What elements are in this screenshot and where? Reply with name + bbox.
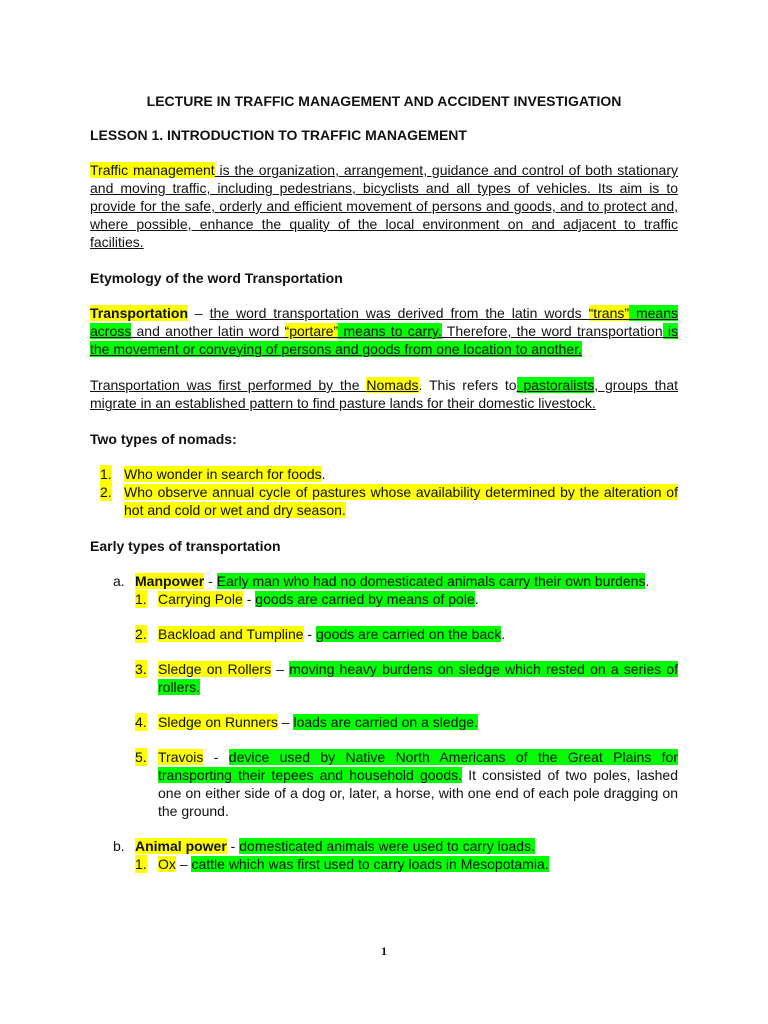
early-types-heading: Early types of transportation xyxy=(90,538,281,554)
item-sep: – xyxy=(277,714,294,730)
portare-meaning: means to carry. xyxy=(338,323,442,339)
etymology-heading: Etymology of the word Transportation xyxy=(90,270,343,286)
list-item xyxy=(135,748,679,820)
transportation-definition: is the movement or conveying of persons and goods from one location to another. xyxy=(90,323,679,357)
item-trail: It consisted of two poles, lashed one on either side of a dog or, later, a horse, with one end of each pole dragging on the ground. xyxy=(158,767,679,819)
etymology-text-2: and another latin word xyxy=(131,323,285,339)
intro-paragraph xyxy=(90,161,678,251)
item-description: moving heavy burdens on sledge which rested on a series of rollers. xyxy=(158,661,678,695)
item-sep: - xyxy=(242,591,256,607)
item-term: Sledge on Runners xyxy=(158,714,278,730)
page-number: 1 xyxy=(381,944,387,958)
word-trans: “trans” xyxy=(588,305,630,321)
word-portare: “portare” xyxy=(284,323,339,339)
nomad-types-heading: Two types of nomads: xyxy=(90,431,237,447)
item-term: Backload and Tumpline xyxy=(158,626,304,642)
list-item xyxy=(100,465,678,483)
nomads-paragraph xyxy=(90,376,678,412)
term-traffic-management: Traffic management xyxy=(90,162,215,178)
nomads-text-3: , groups that migrate in an established pattern to find pasture lands for their domestic livestock. xyxy=(90,377,679,411)
item-description: cattle which was first used to carry loads in Mesopotamia. xyxy=(191,856,549,872)
item-trail: . xyxy=(474,591,479,607)
early-type-manpower xyxy=(113,572,679,820)
early-types-list xyxy=(90,572,678,873)
item-sep: - xyxy=(203,749,229,765)
etymology-dash: – xyxy=(188,305,210,321)
nomads-text-2: . This refers to xyxy=(418,377,517,393)
list-marker: 1. xyxy=(135,591,147,607)
term-nomads: Nomads xyxy=(366,377,419,393)
list-marker: 2. xyxy=(135,626,147,642)
nomad-types-list xyxy=(90,465,678,519)
page-content xyxy=(90,92,678,890)
list-item-trail: . xyxy=(321,466,326,482)
item-sep: - xyxy=(303,626,316,642)
document-title: LECTURE IN TRAFFIC MANAGEMENT AND ACCIDENT INVESTIGATION xyxy=(146,93,622,109)
list-marker: 2. xyxy=(100,484,112,500)
item-description: goods are carried on the back xyxy=(316,626,502,642)
list-item xyxy=(135,713,678,731)
list-item xyxy=(135,855,678,873)
animal-power-sublist xyxy=(135,855,678,873)
list-marker: a. xyxy=(113,573,125,589)
early-type-animal-power xyxy=(113,837,678,873)
item-description: goods are carried by means of pole xyxy=(255,591,475,607)
animal-dash: - xyxy=(226,838,240,854)
item-sep: – xyxy=(175,856,192,872)
list-item xyxy=(135,660,678,696)
nomads-text-1: Transportation was first performed by the xyxy=(90,377,367,393)
etymology-text-3: Therefore, the word transportation xyxy=(441,323,663,339)
list-marker: 4. xyxy=(135,714,147,730)
term-manpower: Manpower xyxy=(135,573,205,589)
manpower-dash: - xyxy=(204,573,217,589)
item-sep: – xyxy=(271,661,290,677)
list-marker: 1. xyxy=(135,856,147,872)
list-marker: 5. xyxy=(135,749,147,765)
etymology-text-1: the word transportation was derived from the latin words xyxy=(209,305,589,321)
list-item-text: Who wonder in search for foods xyxy=(124,466,322,482)
manpower-trail: . xyxy=(645,573,650,589)
item-trail: . xyxy=(501,626,506,642)
item-term: Sledge on Rollers xyxy=(158,661,272,677)
term-transportation: Transportation xyxy=(90,305,189,321)
item-term: Travois xyxy=(158,749,204,765)
list-marker: 3. xyxy=(135,661,147,677)
manpower-sublist xyxy=(135,590,678,820)
list-marker: b. xyxy=(113,838,125,854)
list-item-text: Who observe annual cycle of pastures whose availability determined by the alteration of hot and cold or wet and dry season. xyxy=(124,484,678,518)
trans-meaning: means across xyxy=(90,305,678,339)
list-item xyxy=(135,590,678,608)
etymology-paragraph xyxy=(90,304,678,358)
animal-power-description: domesticated animals were used to carry loads. xyxy=(239,838,535,854)
term-animal-power: Animal power xyxy=(135,838,227,854)
item-description: loads are carried on a sledge. xyxy=(293,714,478,730)
term-pastoralists: pastoralists xyxy=(516,377,595,393)
list-marker: 1. xyxy=(100,466,112,482)
list-item xyxy=(135,625,678,643)
manpower-description: Early man who had no domesticated animals carry their own burdens xyxy=(216,573,646,589)
intro-definition: is the organization, arrangement, guidance and control of both stationary and moving traffic, including pedestrians, bicyclists and all types of vehicles. Its aim is to provide for the safe, orderly and efficient movement of persons and goods, and to protect and, where possible, enhance the quality of the local environment on and adjacent to traffic facilities. xyxy=(90,162,678,250)
lesson-heading: LESSON 1. INTRODUCTION TO TRAFFIC MANAGEMENT xyxy=(90,127,467,143)
item-term: Ox xyxy=(158,856,176,872)
item-description: device used by Native North Americans of the Great Plains for transporting their tepees and household goods. xyxy=(158,749,678,783)
list-item xyxy=(100,483,678,519)
item-term: Carrying Pole xyxy=(158,591,243,607)
